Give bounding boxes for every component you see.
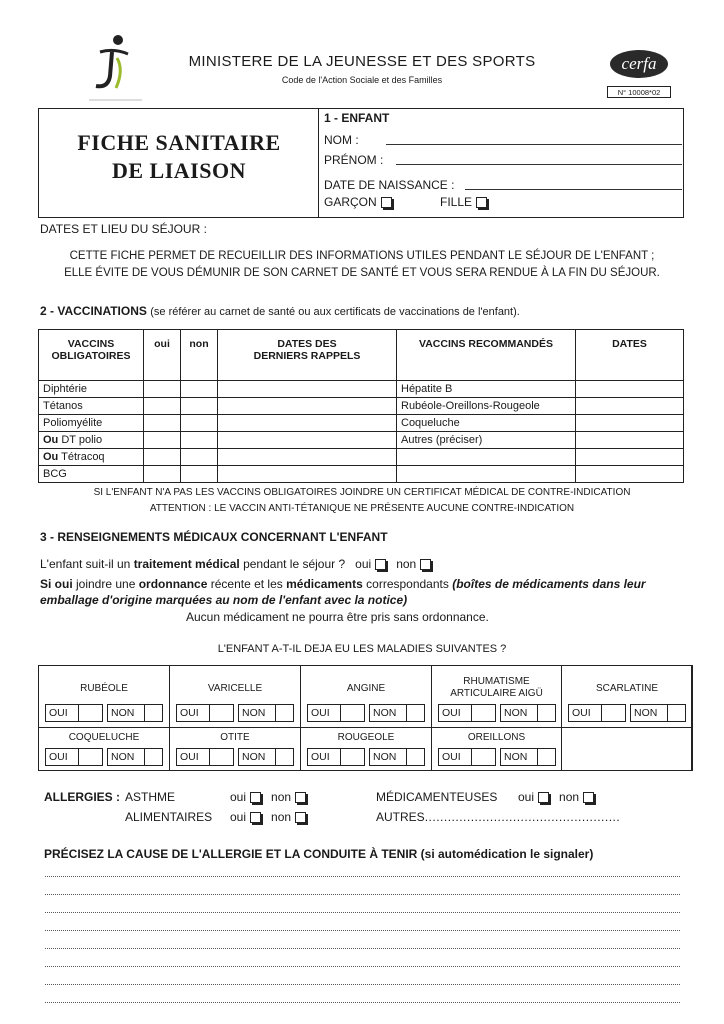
allergy-precisez-heading: PRÉCISEZ LA CAUSE DE L'ALLERGIE ET LA CONDUITE À TENIR (si automédication le signaler) bbox=[44, 847, 594, 861]
vaccine-warning-1: SI L'ENFANT N'A PAS LES VACCINS OBLIGATOIRES JOINDRE UN CERTIFICAT MÉDICAL DE CONTRE-INDICATION bbox=[93, 487, 631, 498]
col-rappels: DATES DES DERNIERS RAPPELS bbox=[218, 330, 397, 381]
maladie-oui-box[interactable]: OUI bbox=[438, 704, 496, 722]
vaccine-date-cell[interactable] bbox=[576, 398, 684, 415]
treatment-non-checkbox[interactable] bbox=[420, 559, 431, 570]
allergy-medicamenteuses: MÉDICAMENTEUSES bbox=[376, 790, 498, 804]
table-row bbox=[39, 381, 684, 398]
allergy-asthme: ASTHME bbox=[125, 790, 176, 804]
form-title-line2: DE LIAISON bbox=[112, 158, 246, 183]
maladie-cell bbox=[300, 665, 432, 728]
maladie-oui-box[interactable]: OUI bbox=[568, 704, 626, 722]
vaccine-obligatoire: Ou Tétracoq bbox=[39, 449, 144, 466]
maladies-question: L'ENFANT A-T-IL DEJA EU LES MALADIES SUIVANTES ? bbox=[217, 643, 507, 655]
maladie-oui-box[interactable]: OUI bbox=[307, 748, 365, 766]
col-recommandes: VACCINS RECOMMANDÉS bbox=[397, 330, 576, 381]
allergy-alimentaires: ALIMENTAIRES bbox=[125, 810, 213, 824]
vaccine-date-cell[interactable] bbox=[576, 449, 684, 466]
maladie-non-box[interactable]: NON bbox=[500, 748, 556, 766]
vaccine-oui-cell[interactable] bbox=[144, 449, 181, 466]
allergy-answer-line[interactable] bbox=[45, 929, 680, 931]
vaccine-rappel-cell[interactable] bbox=[218, 432, 397, 449]
vaccine-rappel-cell[interactable] bbox=[218, 466, 397, 483]
medical-heading: 3 - RENSEIGNEMENTS MÉDICAUX CONCERNANT L'ENFANT bbox=[40, 530, 388, 544]
medicamenteuses-non-checkbox[interactable] bbox=[583, 792, 594, 803]
vaccine-date-cell[interactable] bbox=[576, 381, 684, 398]
table-row bbox=[39, 466, 684, 483]
vaccine-recommande bbox=[397, 466, 576, 483]
vaccine-rappel-cell[interactable] bbox=[218, 415, 397, 432]
intro-line2: ELLE ÉVITE DE VOUS DÉMUNIR DE SON CARNET DE SANTÉ ET VOUS SERA RENDUE À LA FIN DU SÉJOUR. bbox=[64, 267, 660, 279]
maladie-cell bbox=[169, 665, 301, 728]
table-row bbox=[39, 432, 684, 449]
alimentaires-oui-checkbox[interactable] bbox=[250, 812, 261, 823]
asthme-options: oui non bbox=[230, 790, 306, 804]
table-row bbox=[39, 415, 684, 432]
vaccine-non-cell[interactable] bbox=[181, 466, 218, 483]
vaccine-recommande: Hépatite B bbox=[397, 381, 576, 398]
col-dates: DATES bbox=[576, 330, 684, 381]
maladie-name: ANGINE bbox=[346, 683, 386, 694]
vaccine-recommande: Coqueluche bbox=[397, 415, 576, 432]
vaccinations-table bbox=[38, 329, 684, 483]
maladie-name: COQUELUCHE bbox=[68, 732, 140, 743]
maladie-oui-box[interactable]: OUI bbox=[45, 748, 103, 766]
naissance-field[interactable] bbox=[465, 189, 682, 190]
vaccine-obligatoire: Poliomyélite bbox=[39, 415, 144, 432]
garcon-option[interactable] bbox=[324, 195, 392, 209]
vaccine-recommande: Rubéole-Oreillons-Rougeole bbox=[397, 398, 576, 415]
vaccine-date-cell[interactable] bbox=[576, 415, 684, 432]
asthme-oui-checkbox[interactable] bbox=[250, 792, 261, 803]
medicamenteuses-oui-checkbox[interactable] bbox=[538, 792, 549, 803]
col-non: non bbox=[181, 330, 218, 381]
vaccine-non-cell[interactable] bbox=[181, 398, 218, 415]
asthme-non-checkbox[interactable] bbox=[295, 792, 306, 803]
maladie-cell bbox=[431, 727, 562, 771]
ordonnance-note-2: emballage d'origine marquées au nom de l'enfant avec la notice) bbox=[40, 593, 408, 607]
form-title-line1: FICHE SANITAIRE bbox=[77, 130, 281, 155]
maladie-non-box[interactable]: NON bbox=[238, 704, 294, 722]
maladie-name-2: ARTICULAIRE AIGÜ bbox=[450, 688, 543, 699]
maladie-non-box[interactable]: NON bbox=[630, 704, 686, 722]
maladie-name: RHUMATISME bbox=[463, 676, 530, 687]
vaccine-rappel-cell[interactable] bbox=[218, 398, 397, 415]
vaccine-oui-cell[interactable] bbox=[144, 381, 181, 398]
treatment-question: L'enfant suit-il un traitement médical pendant le séjour ? oui non bbox=[40, 557, 431, 571]
maladie-cell bbox=[300, 727, 432, 771]
intro-line1: CETTE FICHE PERMET DE RECUEILLIR DES INFORMATIONS UTILES PENDANT LE SÉJOUR DE L'ENFANT ; bbox=[69, 250, 655, 262]
maladie-name: OTITE bbox=[220, 732, 250, 743]
vaccine-rappel-cell[interactable] bbox=[218, 449, 397, 466]
fille-option[interactable] bbox=[440, 195, 487, 209]
cerfa-logo: cerfa bbox=[610, 50, 668, 78]
maladie-non-box[interactable]: NON bbox=[369, 704, 425, 722]
maladie-name: VARICELLE bbox=[207, 683, 263, 694]
maladie-name: ROUGEOLE bbox=[337, 732, 395, 743]
maladie-oui-box[interactable]: OUI bbox=[176, 704, 234, 722]
allergy-autres[interactable]: AUTRES................................................... bbox=[376, 810, 621, 824]
allergy-answer-line[interactable] bbox=[45, 911, 680, 913]
vaccine-date-cell[interactable] bbox=[576, 432, 684, 449]
maladie-non-box[interactable]: NON bbox=[107, 748, 163, 766]
vaccine-non-cell[interactable] bbox=[181, 432, 218, 449]
ministry-title: MINISTERE DE LA JEUNESSE ET DES SPORTS bbox=[188, 53, 536, 70]
vaccine-obligatoire: BCG bbox=[39, 466, 144, 483]
allergy-answer-line[interactable] bbox=[45, 947, 680, 949]
nom-field[interactable] bbox=[386, 144, 682, 145]
maladie-non-box[interactable]: NON bbox=[369, 748, 425, 766]
vaccine-obligatoire: Tétanos bbox=[39, 398, 144, 415]
maladie-oui-box[interactable]: OUI bbox=[307, 704, 365, 722]
fille-label: FILLE bbox=[440, 195, 473, 209]
no-medication-note: Aucun médicament ne pourra être pris sans ordonnance. bbox=[186, 610, 489, 624]
vaccine-obligatoire: Diphtérie bbox=[39, 381, 144, 398]
table-row bbox=[39, 398, 684, 415]
vaccine-date-cell[interactable] bbox=[576, 466, 684, 483]
maladie-cell bbox=[561, 665, 693, 728]
medicamenteuses-options: oui non bbox=[518, 790, 594, 804]
maladie-name: SCARLATINE bbox=[595, 683, 659, 694]
vaccine-non-cell[interactable] bbox=[181, 449, 218, 466]
treatment-oui-checkbox[interactable] bbox=[375, 559, 386, 570]
maladie-cell bbox=[38, 727, 170, 771]
vaccine-obligatoire: Ou DT polio bbox=[39, 432, 144, 449]
allergy-answer-line[interactable] bbox=[45, 983, 680, 985]
code-action-sociale: Code de l'Action Sociale et des Familles bbox=[281, 75, 443, 85]
maladie-cell bbox=[431, 665, 562, 728]
col-obligatoires: VACCINS OBLIGATOIRES bbox=[39, 330, 144, 381]
maladie-non-box[interactable]: NON bbox=[238, 748, 294, 766]
sejour-label: DATES ET LIEU DU SÉJOUR : bbox=[40, 222, 207, 236]
vaccine-oui-cell[interactable] bbox=[144, 466, 181, 483]
allergy-answer-line[interactable] bbox=[45, 1001, 680, 1003]
fille-checkbox[interactable] bbox=[476, 197, 487, 208]
vaccine-oui-cell[interactable] bbox=[144, 398, 181, 415]
vaccine-rappel-cell[interactable] bbox=[218, 381, 397, 398]
alimentaires-non-checkbox[interactable] bbox=[295, 812, 306, 823]
vaccine-oui-cell[interactable] bbox=[144, 432, 181, 449]
alimentaires-options: oui non bbox=[230, 810, 306, 824]
vaccine-non-cell[interactable] bbox=[181, 381, 218, 398]
prenom-label: PRÉNOM : bbox=[324, 153, 384, 167]
prenom-field[interactable] bbox=[396, 164, 682, 165]
vaccine-oui-cell[interactable] bbox=[144, 415, 181, 432]
maladie-cell bbox=[561, 727, 693, 771]
maladie-name: OREILLONS bbox=[467, 732, 526, 743]
maladie-oui-box[interactable]: OUI bbox=[45, 704, 103, 722]
allergy-answer-line[interactable] bbox=[45, 893, 680, 895]
maladie-non-box[interactable]: NON bbox=[500, 704, 556, 722]
maladie-non-box[interactable]: NON bbox=[107, 704, 163, 722]
allergy-answer-line[interactable] bbox=[45, 875, 680, 877]
maladie-cell bbox=[169, 727, 301, 771]
ordonnance-note: Si oui joindre une ordonnance récente et les médicaments correspondants (boîtes de médicaments dans leur bbox=[40, 577, 646, 591]
garcon-label: GARÇON bbox=[324, 195, 377, 209]
garcon-checkbox[interactable] bbox=[381, 197, 392, 208]
vaccine-non-cell[interactable] bbox=[181, 415, 218, 432]
allergy-answer-line[interactable] bbox=[45, 965, 680, 967]
col-oui: oui bbox=[144, 330, 181, 381]
naissance-label: DATE DE NAISSANCE : bbox=[324, 178, 455, 192]
section-enfant-heading: 1 - ENFANT bbox=[324, 111, 390, 125]
vaccine-recommande: Autres (préciser) bbox=[397, 432, 576, 449]
maladie-name: RUBÉOLE bbox=[80, 683, 128, 694]
cerfa-number: N° 10008*02 bbox=[607, 86, 671, 98]
maladie-oui-box[interactable]: OUI bbox=[176, 748, 234, 766]
nom-label: NOM : bbox=[324, 133, 359, 147]
vaccine-warning-2: ATTENTION : LE VACCIN ANTI-TÉTANIQUE NE PRÉSENTE AUCUNE CONTRE-INDICATION bbox=[149, 503, 575, 514]
maladie-cell bbox=[38, 665, 170, 728]
table-row bbox=[39, 449, 684, 466]
vaccine-recommande bbox=[397, 449, 576, 466]
maladie-oui-box[interactable]: OUI bbox=[438, 748, 496, 766]
vaccinations-heading: 2 - VACCINATIONS (se référer au carnet de santé ou aux certificats de vaccinations de l'enfant). bbox=[40, 304, 520, 318]
allergies-label: ALLERGIES : bbox=[44, 790, 121, 804]
